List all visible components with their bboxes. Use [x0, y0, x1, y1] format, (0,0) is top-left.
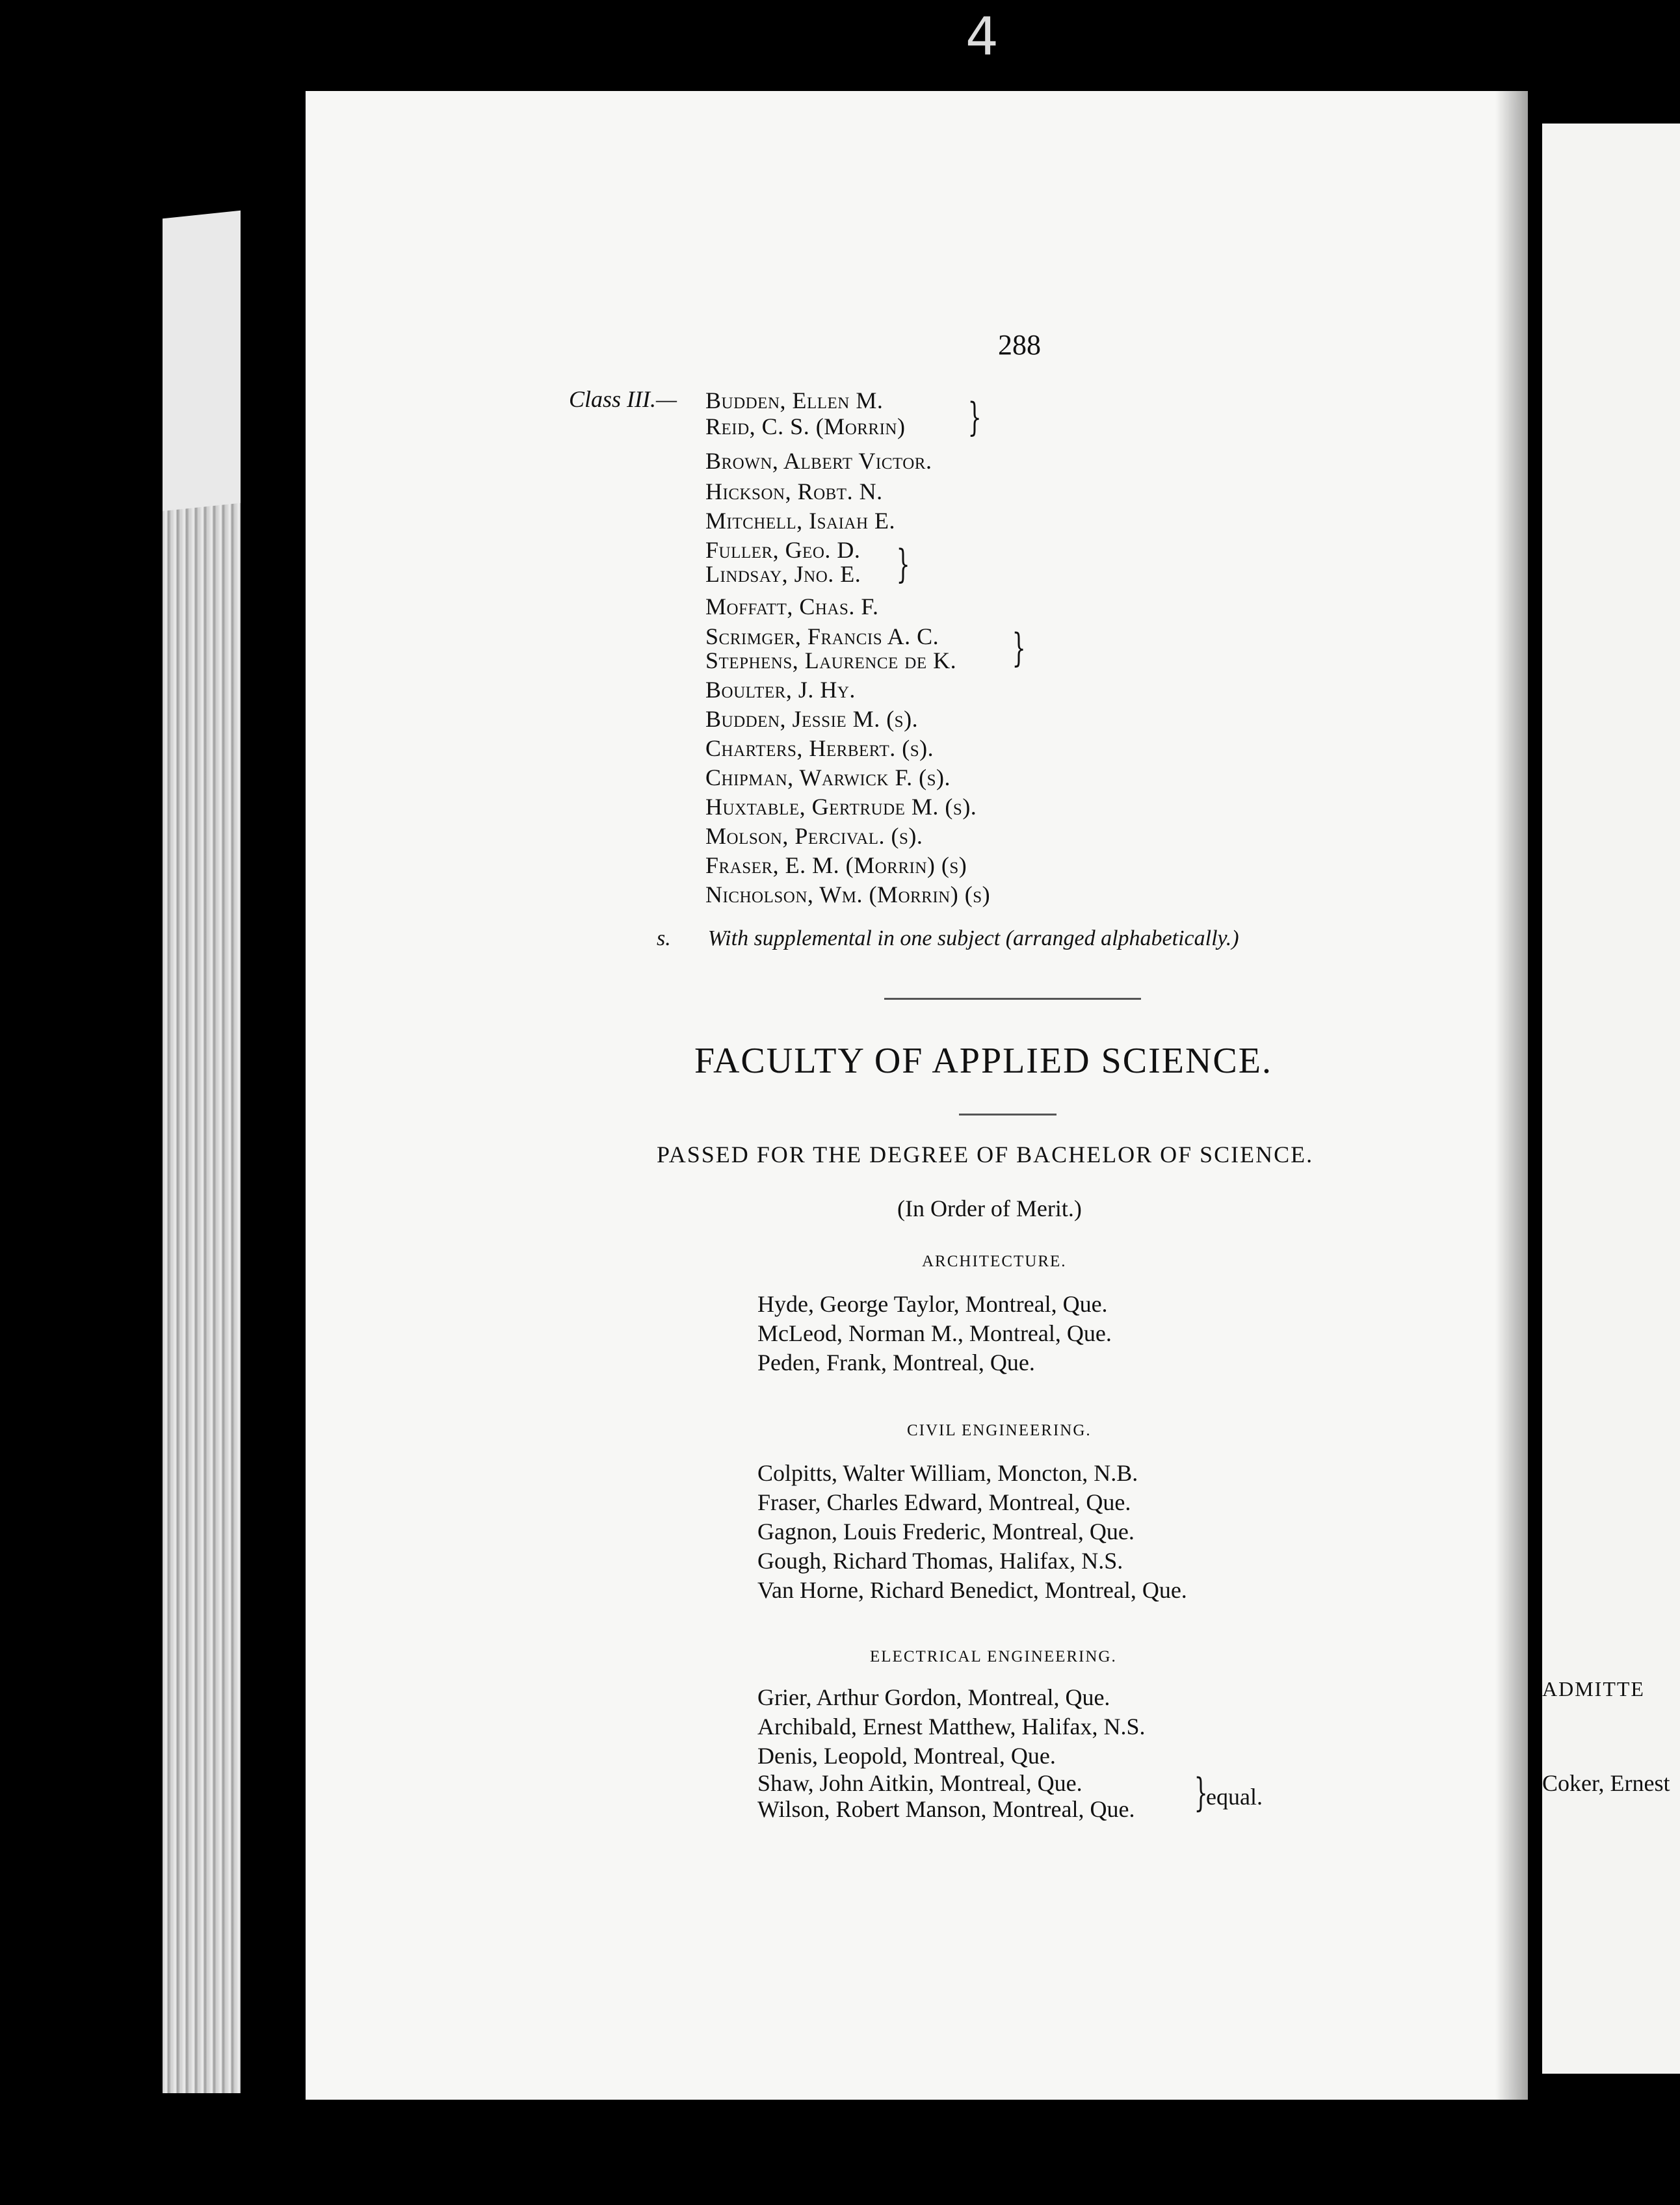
class-entry: Brown, Albert Victor.: [705, 448, 932, 474]
class-label: Class III.—: [569, 386, 677, 412]
class-entry: Lindsay, Jno. E.: [705, 561, 861, 587]
graduate-entry: McLeod, Norman M., Montreal, Que.: [757, 1320, 1112, 1346]
footnote-marker: s.: [657, 926, 671, 950]
title-underline: [959, 1114, 1057, 1116]
graduate-entry: Gough, Richard Thomas, Halifax, N.S.: [757, 1548, 1123, 1574]
section-heading-civil: CIVIL ENGINEERING.: [907, 1422, 1092, 1439]
graduate-entry: Shaw, John Aitkin, Montreal, Que.: [757, 1770, 1083, 1796]
facing-page-heading: ADMITTE: [1542, 1677, 1645, 1701]
class-entry: Stephens, Laurence de K.: [705, 647, 957, 673]
class-entry: Hickson, Robt. N.: [705, 478, 883, 504]
brace: }: [896, 541, 910, 587]
class-entry: Budden, Ellen M.: [705, 387, 884, 413]
graduate-entry: Van Horne, Richard Benedict, Montreal, Que.: [757, 1577, 1187, 1603]
class-entry: Nicholson, Wm. (Morrin) (s): [705, 881, 991, 907]
graduate-entry: Wilson, Robert Manson, Montreal, Que.: [757, 1796, 1135, 1822]
class-entry: Huxtable, Gertrude M. (s).: [705, 794, 977, 820]
faculty-title: FACULTY OF APPLIED SCIENCE.: [694, 1041, 1272, 1081]
brace: }: [1194, 1770, 1208, 1816]
class-entry: Scrimger, Francis A. C.: [705, 623, 939, 649]
footnote: [657, 926, 1239, 951]
graduate-entry: Grier, Arthur Gordon, Montreal, Que.: [757, 1684, 1110, 1710]
degree-heading: PASSED FOR THE DEGREE OF BACHELOR OF SCIENCE.: [657, 1142, 1314, 1168]
order-note: (In Order of Merit.): [897, 1195, 1082, 1221]
class-entry: Boulter, J. Hy.: [705, 677, 856, 703]
graduate-entry: Denis, Leopold, Montreal, Que.: [757, 1743, 1056, 1769]
graduate-entry: Gagnon, Louis Frederic, Montreal, Que.: [757, 1519, 1135, 1545]
top-handwritten-mark: 4: [965, 7, 999, 67]
page-gutter-shadow: [1495, 91, 1528, 2100]
class-entry: Chipman, Warwick F. (s).: [705, 764, 951, 790]
page-number: 288: [998, 329, 1041, 361]
class-entry: Budden, Jessie M. (s).: [705, 706, 919, 732]
class-entry: Fraser, E. M. (Morrin) (s): [705, 852, 967, 878]
section-heading-electrical: ELECTRICAL ENGINEERING.: [870, 1648, 1117, 1665]
class-entry: Fuller, Geo. D.: [705, 537, 861, 563]
class-entry: Reid, C. S. (Morrin): [705, 413, 906, 439]
paper-flap: [163, 211, 241, 512]
class-entry: Moffatt, Chas. F.: [705, 594, 879, 620]
class-entry: Charters, Herbert. (s).: [705, 735, 934, 761]
graduate-entry: Colpitts, Walter William, Moncton, N.B.: [757, 1460, 1138, 1486]
footnote-text: With supplemental in one subject (arranged alphabetically.): [707, 926, 1239, 950]
facing-page-entry: Coker, Ernest: [1542, 1770, 1670, 1796]
equal-note: equal.: [1206, 1784, 1263, 1810]
page-stack-edge: [163, 241, 241, 2093]
brace: }: [967, 395, 982, 440]
class-entry: Mitchell, Isaiah E.: [705, 508, 896, 534]
section-heading-architecture: ARCHITECTURE.: [922, 1253, 1067, 1270]
facing-page: [1542, 124, 1680, 2074]
graduate-entry: Fraser, Charles Edward, Montreal, Que.: [757, 1489, 1131, 1515]
class-entry: Molson, Percival. (s).: [705, 823, 923, 849]
graduate-entry: Peden, Frank, Montreal, Que.: [757, 1350, 1035, 1376]
section-divider: [884, 998, 1141, 1000]
graduate-entry: Archibald, Ernest Matthew, Halifax, N.S.: [757, 1714, 1146, 1740]
graduate-entry: Hyde, George Taylor, Montreal, Que.: [757, 1291, 1108, 1317]
brace: }: [1012, 625, 1026, 671]
